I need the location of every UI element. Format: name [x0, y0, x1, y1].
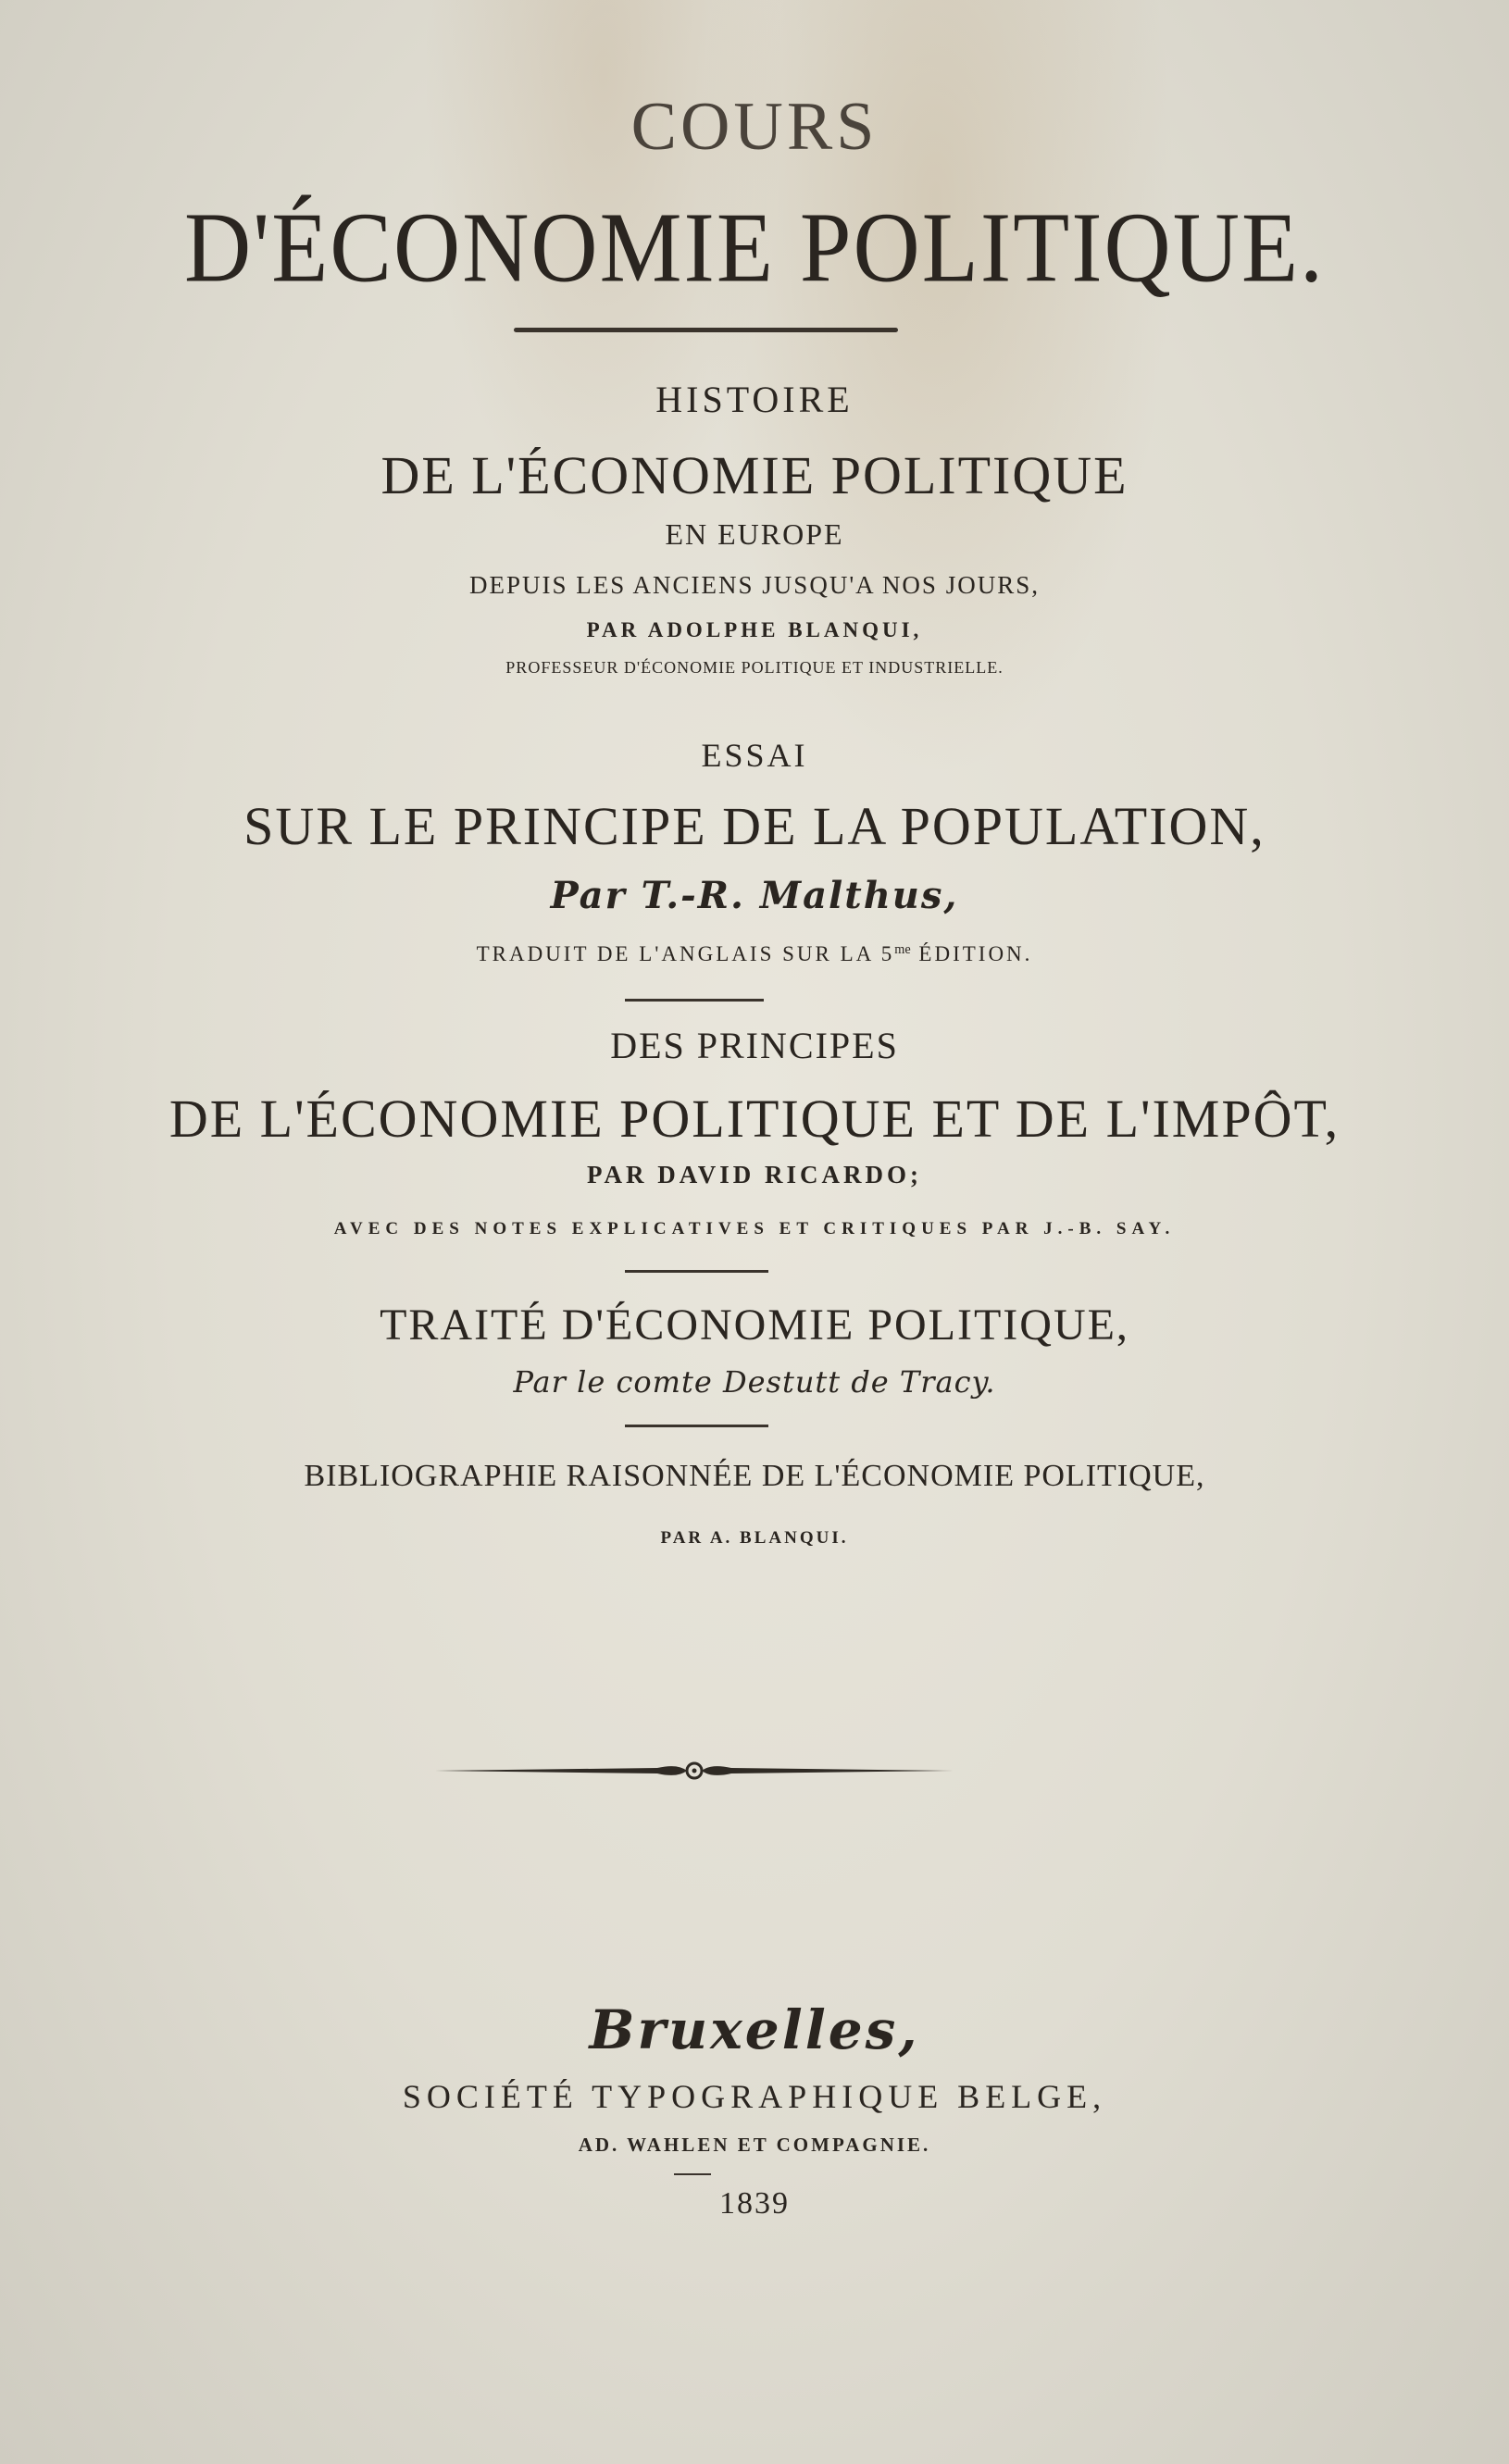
- title-main: D'ÉCONOMIE POLITIQUE.: [183, 192, 1326, 304]
- imprint-printer: AD. WAHLEN ET COMPAGNIE.: [578, 2134, 931, 2156]
- essai-translation-suffix: ÉDITION.: [910, 942, 1033, 965]
- title-rule: [514, 328, 898, 332]
- imprint-publisher: SOCIÉTÉ TYPOGRAPHIQUE BELGE,: [402, 2078, 1107, 2115]
- imprint-city: Bruxelles,: [589, 1998, 920, 2061]
- histoire-heading: HISTOIRE: [655, 379, 854, 420]
- traite-rule: [625, 1425, 768, 1427]
- histoire-author: PAR ADOLPHE BLANQUI,: [586, 618, 923, 641]
- traite-author: Par le comte Destutt de Tracy.: [513, 1364, 996, 1400]
- essai-rule: [625, 999, 764, 1002]
- essai-translation: [0, 943, 1509, 964]
- bibliographie-author: PAR A. BLANQUI.: [660, 1528, 849, 1548]
- essai-title: SUR LE PRINCIPE DE LA POPULATION,: [243, 796, 1266, 856]
- essai-translation-prefix: TRADUIT DE L'ANGLAIS SUR LA 5: [476, 942, 895, 965]
- ornamental-rule-icon: [435, 1759, 954, 1783]
- principes-rule: [625, 1270, 768, 1273]
- principes-title: DE L'ÉCONOMIE POLITIQUE ET DE L'IMPÔT,: [168, 1089, 1341, 1149]
- bibliographie-title: BIBLIOGRAPHIE RAISONNÉE DE L'ÉCONOMIE POLITIQUE,: [304, 1459, 1205, 1493]
- histoire-place: EN EUROPE: [665, 517, 844, 551]
- essai-heading: ESSAI: [701, 737, 808, 774]
- principes-heading: DES PRINCIPES: [610, 1025, 899, 1066]
- histoire-author-role: PROFESSEUR D'ÉCONOMIE POLITIQUE ET INDUSTRIELLE.: [505, 658, 1004, 677]
- histoire-title: DE L'ÉCONOMIE POLITIQUE: [380, 445, 1129, 505]
- imprint-year: 1839: [719, 2186, 790, 2221]
- essai-author: Par T.-R. Malthus,: [550, 874, 959, 917]
- histoire-period: DEPUIS LES ANCIENS JUSQU'A NOS JOURS,: [469, 571, 1040, 599]
- title-cours: COURS: [630, 89, 879, 165]
- traite-title: TRAITÉ D'ÉCONOMIE POLITIQUE,: [380, 1300, 1129, 1350]
- imprint-rule: [674, 2173, 711, 2175]
- principes-author: PAR DAVID RICARDO;: [587, 1161, 922, 1188]
- principes-notes: AVEC DES NOTES EXPLICATIVES ET CRITIQUES PAR J.-B. SAY.: [333, 1219, 1176, 1238]
- essai-translation-sup: me: [894, 942, 911, 958]
